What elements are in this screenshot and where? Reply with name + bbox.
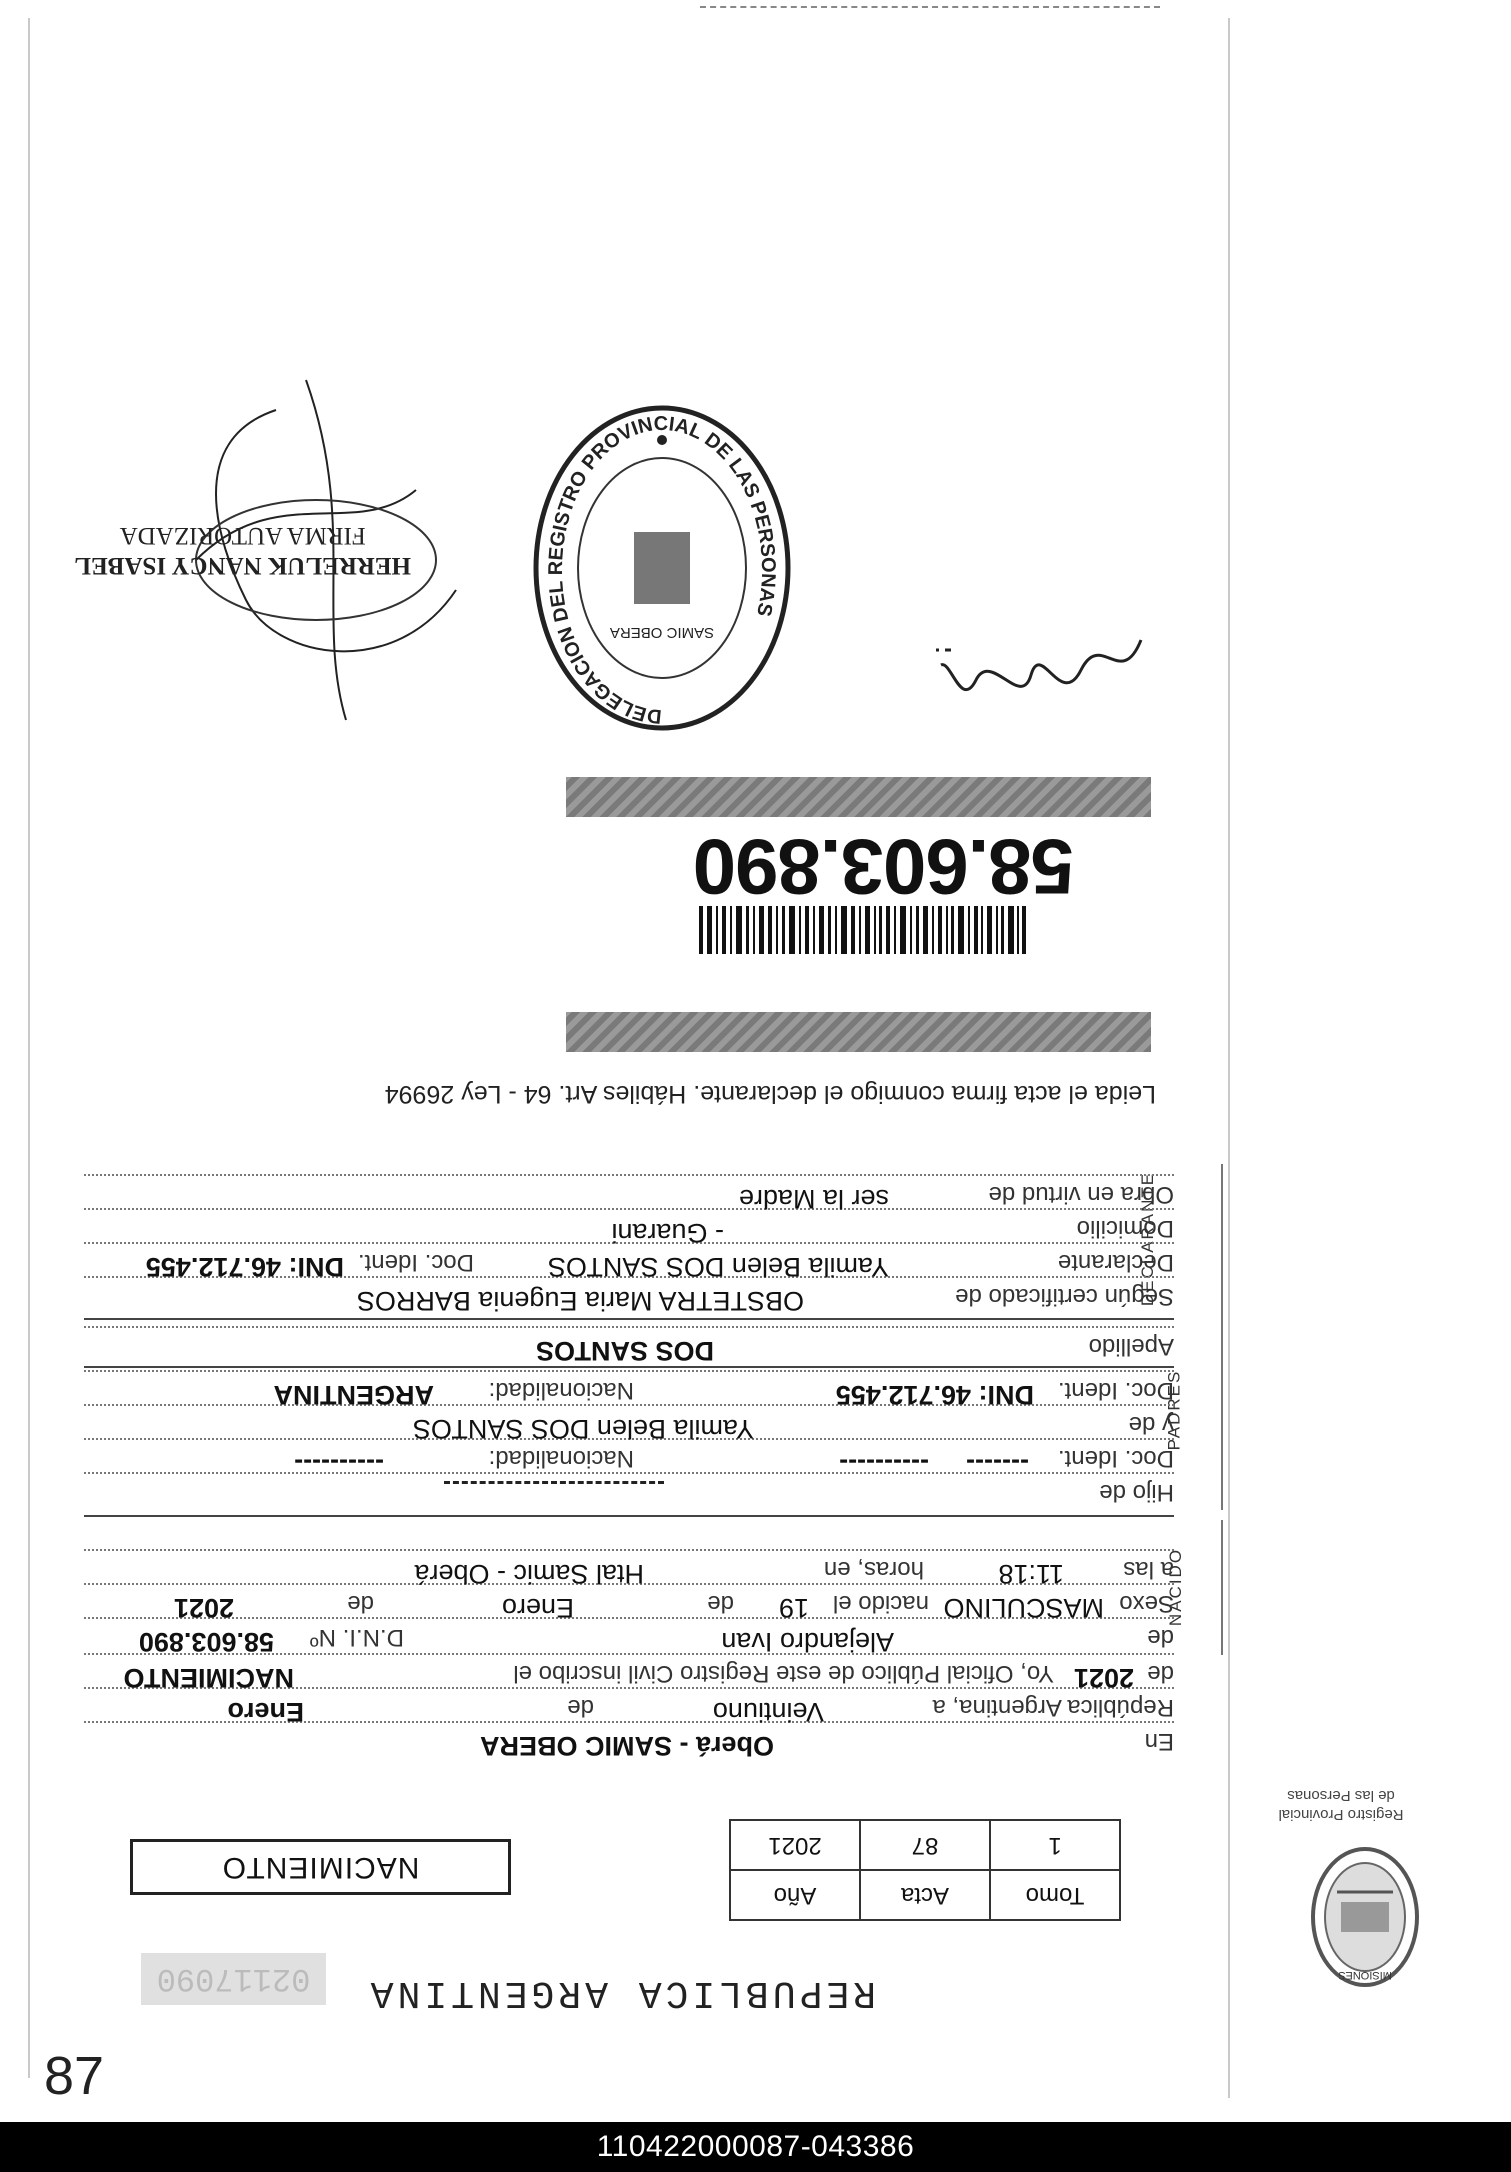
value-nombre: Alejandro Ivan: [721, 1627, 894, 1657]
value-apellido: DOS SANTOS: [535, 1336, 714, 1366]
crest-caption: MISIONES: [1338, 1969, 1392, 1981]
label-a-las: a las: [1123, 1556, 1174, 1583]
row-obra-virtud: [84, 1174, 1174, 1214]
closing-statement: Leida el acta firma conmigo el declarante. Hábiles Art. 64 - Ley 26994: [384, 1080, 1156, 1108]
value-obra-virtud: ser la Madre: [738, 1184, 889, 1214]
side-label-declarante: [1137, 1164, 1223, 1314]
value-declarante: Yamila Belen DOS SANTOS: [547, 1252, 889, 1282]
side-text-declarante: DECLARANTE: [1137, 1171, 1157, 1307]
side-label-nacido: [1165, 1520, 1223, 1655]
label-nacionalidad-2: Nacionalidad:: [488, 1377, 634, 1404]
divider-apellido: [84, 1318, 1174, 1320]
label-nacido-el: nacido el: [832, 1590, 929, 1617]
label-y-de: y de: [1128, 1411, 1174, 1438]
official-name-text: HERRELUK NANCY ISABEL: [74, 552, 411, 579]
barcode-number: 58.603.890: [693, 823, 1074, 911]
row-inscripcion: [84, 1653, 1174, 1693]
label-de-1: de: [567, 1694, 594, 1721]
row-domicilio: [84, 1208, 1174, 1248]
declarant-signature-icon: [931, 610, 1151, 710]
page-number: 87: [44, 2046, 105, 2106]
side-text-padres: PADRES: [1164, 1369, 1184, 1451]
anio-header: Año: [730, 1870, 860, 1920]
label-de-4: de: [707, 1590, 734, 1617]
side-label-padres: [1164, 1310, 1223, 1510]
label-domicilio: Domicilio: [1076, 1215, 1174, 1242]
value-madre-doc: DNI: 46.712.455: [835, 1380, 1034, 1410]
label-horas-en: horas, en: [823, 1556, 924, 1583]
acta-header: Acta: [860, 1870, 990, 1920]
official-title: FIRMA AUTORIZADA: [119, 522, 366, 549]
label-apellido: Apellido: [1088, 1333, 1174, 1360]
value-mes-nacimiento: Enero: [501, 1593, 574, 1623]
value-hora: 11:18: [998, 1559, 1064, 1589]
value-anio-nacimiento: 2021: [173, 1593, 234, 1623]
barcode-icon: [696, 906, 1026, 954]
padre-dash: [444, 1481, 664, 1484]
divider-padres: [84, 1366, 1174, 1368]
document-id-footer: 110422000087-043386: [0, 2122, 1511, 2172]
row-hora-lugar: [84, 1549, 1174, 1589]
acta-value: 87: [860, 1820, 990, 1870]
row-madre-doc: [84, 1370, 1174, 1410]
divider-nacido: [84, 1515, 1174, 1517]
value-sexo: MASCULINO: [943, 1593, 1104, 1623]
country-title: REPUBLICA ARGENTINA: [366, 1971, 876, 2014]
barcode-band-top: [566, 1012, 1151, 1052]
label-doc-ident-1: Doc. Ident.: [1057, 1445, 1174, 1472]
label-hijo-de: Hijo de: [1099, 1479, 1174, 1506]
value-lugar: Oberá - SAMIC OBERA: [479, 1731, 774, 1761]
label-de-3: de: [1147, 1624, 1174, 1651]
value-certificado: OBSTETRA Maria Eugenia BARROS: [356, 1286, 804, 1316]
seal-ring-textpath: DELEGACION DEL REGISTRO PROVINCIAL DE LAS PERSONAS: [544, 412, 780, 728]
registry-name: Registro Provincial de las Personas: [1278, 1787, 1404, 1823]
provincial-crest-icon: [1307, 1842, 1423, 1992]
seal-center-text: SAMIC OBERA: [609, 624, 715, 641]
value-padre-doc-extra: ----------: [839, 1448, 929, 1478]
label-nacionalidad-1: Nacionalidad:: [488, 1445, 634, 1472]
value-madre-nacionalidad: ARGENTINA: [273, 1380, 434, 1410]
value-padre-nacionalidad: ----------: [294, 1448, 384, 1478]
tomo-header: Tomo: [990, 1870, 1120, 1920]
value-domicilio: - Guarani: [611, 1218, 724, 1248]
act-type-box: NACIMIENTO: [130, 1839, 511, 1895]
value-declarante-doc: DNI: 46.712.455: [145, 1252, 344, 1282]
tomo-acta-table: [729, 1819, 1121, 1921]
label-en: En: [1144, 1728, 1174, 1755]
label-doc-ident-2: Doc. Ident.: [1057, 1377, 1174, 1404]
value-acto: NACIMIENTO: [123, 1663, 294, 1693]
row-apellido: [84, 1326, 1174, 1366]
value-dia-texto: Veintiuno: [712, 1697, 824, 1727]
value-padre-doc: -------: [966, 1448, 1029, 1478]
official-name: [74, 550, 411, 580]
value-mes: Enero: [227, 1697, 304, 1727]
official-signature-block: [74, 520, 411, 580]
value-madre: Yamila Belen DOS SANTOS: [412, 1414, 754, 1444]
serial-number: 02117090: [141, 1953, 326, 2005]
label-de-5: de: [347, 1590, 374, 1617]
label-obra-virtud: Obra en virtud de: [988, 1181, 1174, 1208]
label-doc-ident-3: Doc. Ident.: [357, 1249, 474, 1276]
label-dni: D.N.I. Nº: [309, 1624, 404, 1651]
label-yo-oficial: Yo, Oficial Público de este Registro Civil inscribo el: [513, 1660, 1054, 1687]
label-segun-certificado: Según certificado de: [955, 1283, 1174, 1310]
side-text-nacido: NACIDO: [1165, 1548, 1185, 1627]
label-declarante: Declarante: [1057, 1249, 1174, 1276]
value-lugar-nacimiento: Htal Samic - Oberá: [414, 1559, 644, 1589]
registry-seal-icon: [526, 395, 798, 740]
label-republica: República Argentina, a: [932, 1694, 1174, 1721]
value-anio: 2021: [1073, 1663, 1134, 1693]
anio-value: 2021: [730, 1820, 860, 1870]
barcode-band-bottom: [566, 777, 1151, 817]
label-sexo: Sexo: [1119, 1590, 1174, 1617]
label-de-2: de: [1147, 1660, 1174, 1687]
value-dni: 58.603.890: [138, 1627, 274, 1657]
tomo-value: 1: [990, 1820, 1120, 1870]
value-dia: 19: [778, 1593, 809, 1623]
